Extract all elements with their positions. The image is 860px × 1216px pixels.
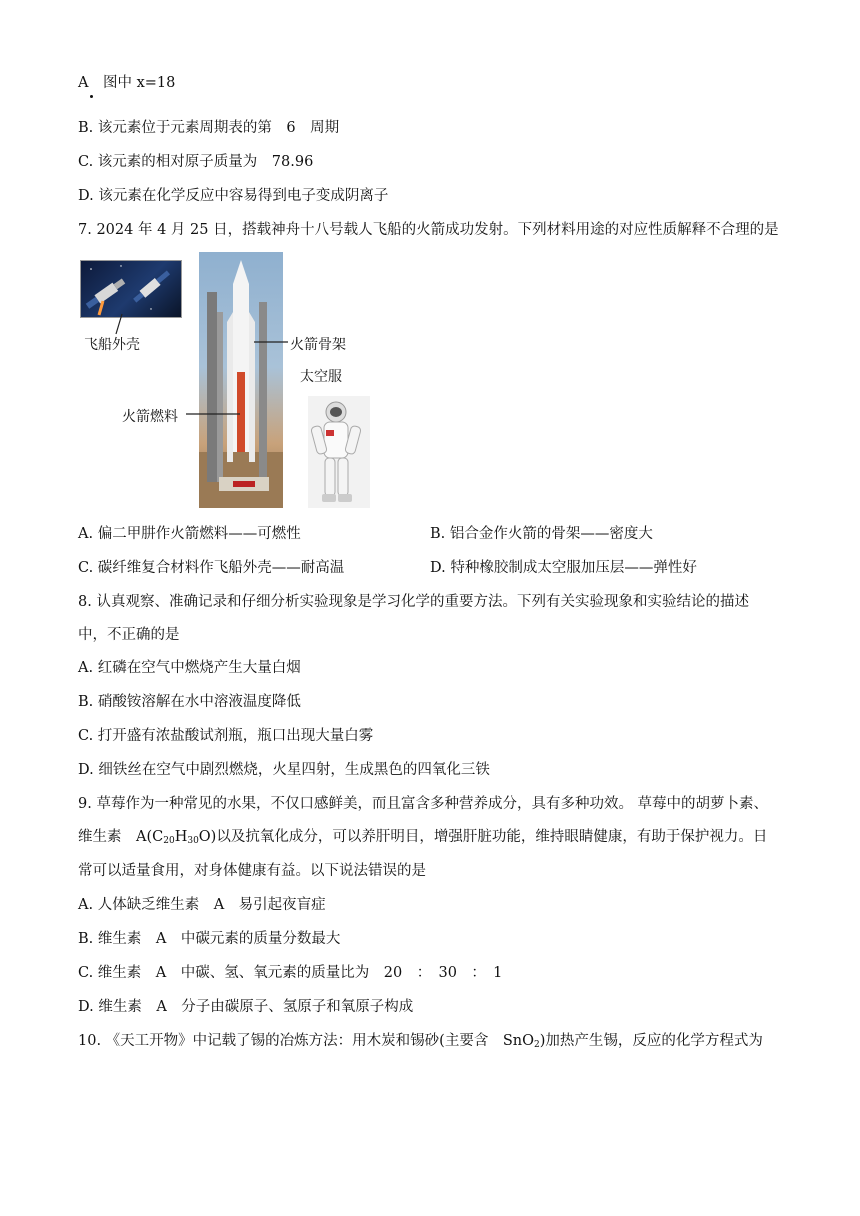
q7-option-d: D. 特种橡胶制成太空服加压层——弹性好	[430, 560, 697, 576]
q6-option-d: D. 该元素在化学反应中容易得到电子变成阴离子	[78, 188, 389, 204]
q8-option-a: A. 红磷在空气中燃烧产生大量白烟	[78, 660, 301, 676]
q6-option-b: B. 该元素位于元素周期表的第 6 周期	[78, 120, 340, 136]
q9-option-d: D. 维生素 A 分子由碳原子、氢原子和氧原子构成	[78, 999, 414, 1015]
q9-option-b: B. 维生素 A 中碳元素的质量分数最大	[78, 931, 341, 947]
rocket-fuel-label: 火箭燃料	[122, 409, 178, 425]
ship-shell-label: 飞船外壳	[84, 337, 140, 353]
spacesuit-image	[308, 396, 370, 508]
option-marker-dot	[90, 95, 93, 98]
q7-option-c: C. 碳纤维复合材料作飞船外壳——耐高温	[78, 560, 345, 576]
q7-option-a: A. 偏二甲肼作火箭燃料——可燃性	[78, 526, 301, 542]
q8-stem-line1: 8. 认真观察、准确记录和仔细分析实验现象是学习化学的重要方法。下列有关实验现象和实验结论的描述	[78, 594, 749, 610]
q7-stem: 7. 2024 年 4 月 25 日，搭载神舟十八号载人飞船的火箭成功发射。下列材料用途的对应性质解释不合理的是	[78, 222, 779, 238]
q8-stem-line2: 中，不正确的是	[78, 627, 180, 643]
q8-option-d: D. 细铁丝在空气中剧烈燃烧，火星四射，生成黑色的四氧化三铁	[78, 762, 490, 778]
spacesuit-label: 太空服	[300, 369, 342, 385]
q9-option-a: A. 人体缺乏维生素 A 易引起夜盲症	[78, 897, 326, 913]
q6-option-a: A 图中 x=18	[78, 75, 176, 91]
rocket-materials-figure	[78, 248, 378, 510]
q9-stem-line1: 9. 草莓作为一种常见的水果，不仅口感鲜美，而且富含多种营养成分，具有多种功效。 草莓中的胡萝卜素、	[78, 796, 769, 812]
q8-option-c: C. 打开盛有浓盐酸试剂瓶，瓶口出现大量白雾	[78, 728, 374, 744]
q7-option-b: B. 铝合金作火箭的骨架——密度大	[430, 526, 653, 542]
q6-option-c: C. 该元素的相对原子质量为 78.96	[78, 154, 314, 170]
rocket-frame-label: 火箭骨架	[290, 337, 346, 353]
q9-option-c: C. 维生素 A 中碳、氢、氧元素的质量比为 20 ： 30 ： 1	[78, 965, 503, 981]
q10-stem: 10. 《天工开物》中记载了锡的冶炼方法：用木炭和锡砂(主要含 SnO$_2$)加热产生锡，反应的化学方程式为	[78, 1033, 763, 1050]
q9-stem-line2: 维生素 $A(C_{20}H_{30}O)$以及抗氧化成分，可以养肝明目，增强肝脏功能，维持眼睛健康，有助于保护视力。日	[78, 829, 768, 846]
q9-stem-line3: 常可以适量食用，对身体健康有益。以下说法错误的是	[78, 863, 426, 879]
q8-option-b: B. 硝酸铵溶解在水中溶液温度降低	[78, 694, 301, 710]
